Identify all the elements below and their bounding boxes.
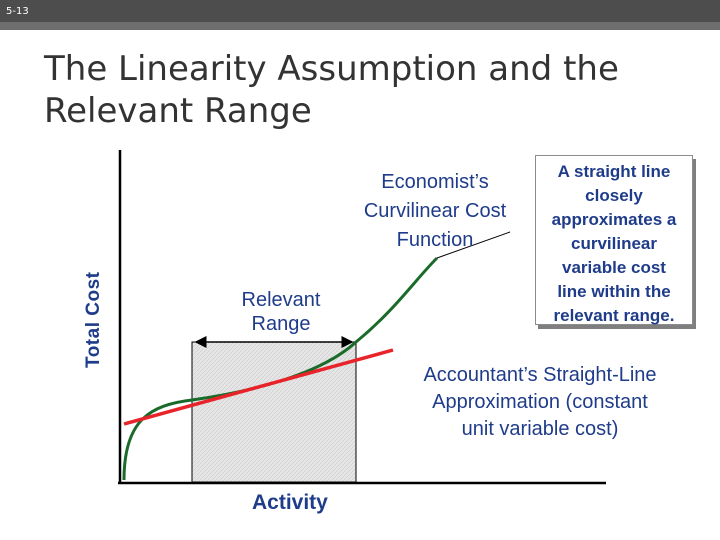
relevant-range-label-line-2: Range [251, 313, 311, 335]
relevant-range-region [192, 342, 356, 482]
y-axis-label: Total Cost [83, 271, 104, 368]
callout-line-2: closely [585, 186, 643, 205]
callout-line-5: variable cost [562, 258, 666, 277]
accountant-label-line-2: Approximation (constant [432, 391, 648, 413]
callout-line-6: line within the [557, 282, 671, 301]
slide-number: 5-13 [6, 6, 29, 17]
title-line-2: Relevant Range [44, 91, 312, 131]
callout-line-1: A straight line [557, 162, 671, 181]
economist-label-line-2: Curvilinear Cost [363, 200, 507, 222]
accountant-label [380, 362, 700, 443]
x-axis-label: Activity [252, 491, 328, 514]
callout-line-3: approximates a [551, 210, 677, 229]
accountant-label-line-3: unit variable cost) [461, 418, 619, 440]
relevant-range-label-line-1: Relevant [241, 289, 321, 311]
accountant-label-line-1: Accountant’s Straight-Line [423, 364, 657, 386]
callout-line-4: curvilinear [571, 234, 657, 253]
economist-label-line-3: Function [396, 229, 474, 251]
callout-box [535, 155, 693, 325]
title-line-1: The Linearity Assumption and the [44, 49, 619, 89]
economist-label-line-1: Economist’s [381, 171, 489, 193]
callout-line-7: relevant range. [553, 306, 675, 325]
relevant-range-label [216, 288, 346, 336]
economist-label [345, 168, 525, 255]
